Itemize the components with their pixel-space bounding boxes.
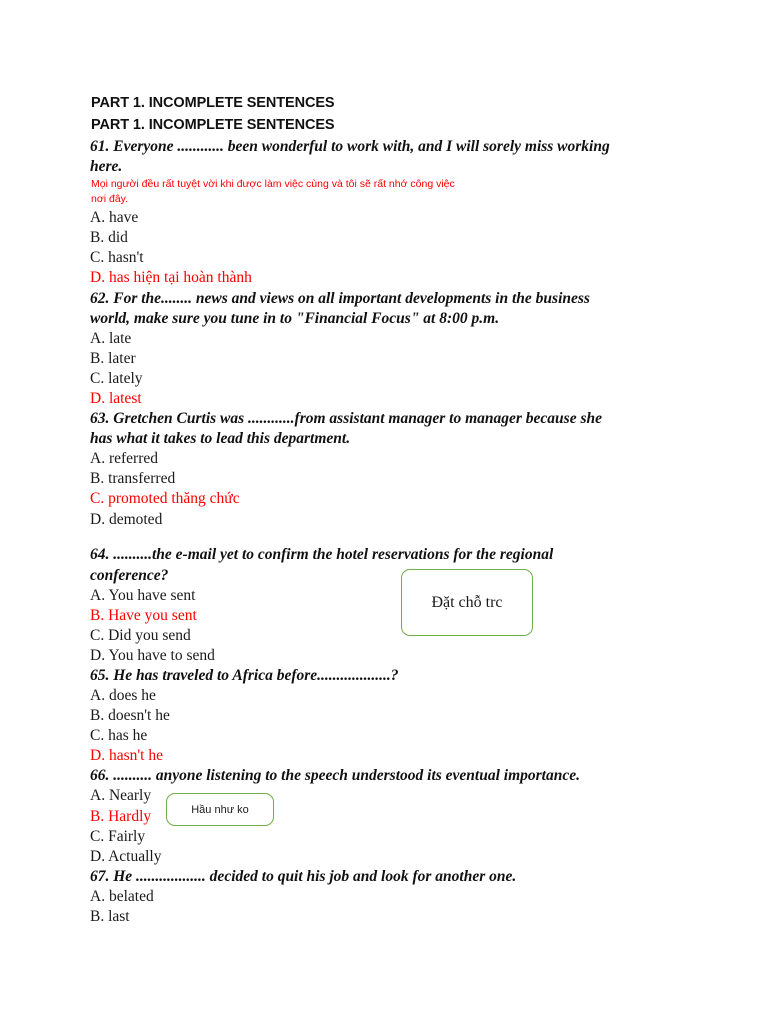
question-64-option-b-answer: B. Have you sent	[90, 607, 197, 624]
question-66-line-1: 66. .......... anyone listening to the speech understood its eventual importance.	[90, 767, 580, 784]
question-67-line-1: 67. He .................. decided to quit his job and look for another one.	[90, 868, 517, 885]
question-66-option-b-answer: B. Hardly	[90, 808, 152, 825]
question-63-option-d: D. demoted	[90, 511, 163, 528]
question-66-option-c: C. Fairly	[90, 828, 146, 845]
section-heading: PART 1. INCOMPLETE SENTENCES	[91, 95, 335, 111]
question-62-option-c: C. lately	[90, 370, 143, 387]
question-63-line-2: has what it takes to lead this department.	[90, 430, 351, 447]
question-64-note-text: Đặt chỗ trc	[431, 593, 503, 611]
question-63-option-a: A. referred	[90, 450, 158, 467]
question-61-option-d-answer: D. has hiện tại hoàn thành	[90, 269, 252, 286]
question-61-translation-line-2: nơi đây.	[91, 193, 129, 205]
question-61-translation-line-1: Mọi người đều rất tuyệt vời khi được làm việc cùng và tôi sẽ rất nhớ công việc	[91, 178, 455, 190]
question-63-option-c-answer: C. promoted thăng chức	[90, 490, 240, 507]
question-63-option-b: B. transferred	[90, 470, 176, 487]
question-62-line-1: 62. For the........ news and views on all important developments in the business	[90, 290, 590, 307]
question-66-note-callout	[166, 793, 274, 826]
question-61-line-1: 61. Everyone ............ been wonderful to work with, and I will sorely miss working	[90, 138, 610, 155]
question-65-option-d-answer: D. hasn't he	[90, 747, 163, 764]
question-66-option-d: D. Actually	[90, 848, 162, 865]
question-64-option-d: D. You have to send	[90, 647, 215, 664]
question-62-option-d-answer: D. latest	[90, 390, 142, 407]
question-62-line-2: world, make sure you tune in to "Financial Focus" at 8:00 p.m.	[90, 310, 500, 327]
question-66-option-a: A. Nearly	[90, 787, 152, 804]
question-61-line-2: here.	[90, 158, 123, 175]
question-65-option-a: A. does he	[90, 687, 156, 704]
question-67-option-a: A. belated	[90, 888, 154, 905]
section-heading-duplicate: PART 1. INCOMPLETE SENTENCES	[91, 117, 335, 133]
question-65-option-b: B. doesn't he	[90, 707, 170, 724]
question-62-option-a: A. late	[90, 330, 132, 347]
question-64-option-a: A. You have sent	[90, 587, 196, 604]
question-61-option-a: A. have	[90, 209, 139, 226]
question-65-option-c: C. has he	[90, 727, 148, 744]
question-64-option-c: C. Did you send	[90, 627, 191, 644]
question-63-line-1: 63. Gretchen Curtis was ............from assistant manager to manager because she	[90, 410, 602, 427]
question-67-option-b: B. last	[90, 908, 130, 925]
question-62-option-b: B. later	[90, 350, 136, 367]
question-64-line-1: 64. ..........the e-mail yet to confirm the hotel reservations for the regional	[90, 546, 554, 563]
question-61-option-b: B. did	[90, 229, 128, 246]
question-66-note-text: Hầu như ko	[191, 803, 249, 816]
question-61-option-c: C. hasn't	[90, 249, 144, 266]
question-64-line-2: conference?	[90, 567, 169, 584]
question-65-line-1: 65. He has traveled to Africa before...................?	[90, 667, 399, 684]
question-64-note-callout	[401, 569, 533, 636]
